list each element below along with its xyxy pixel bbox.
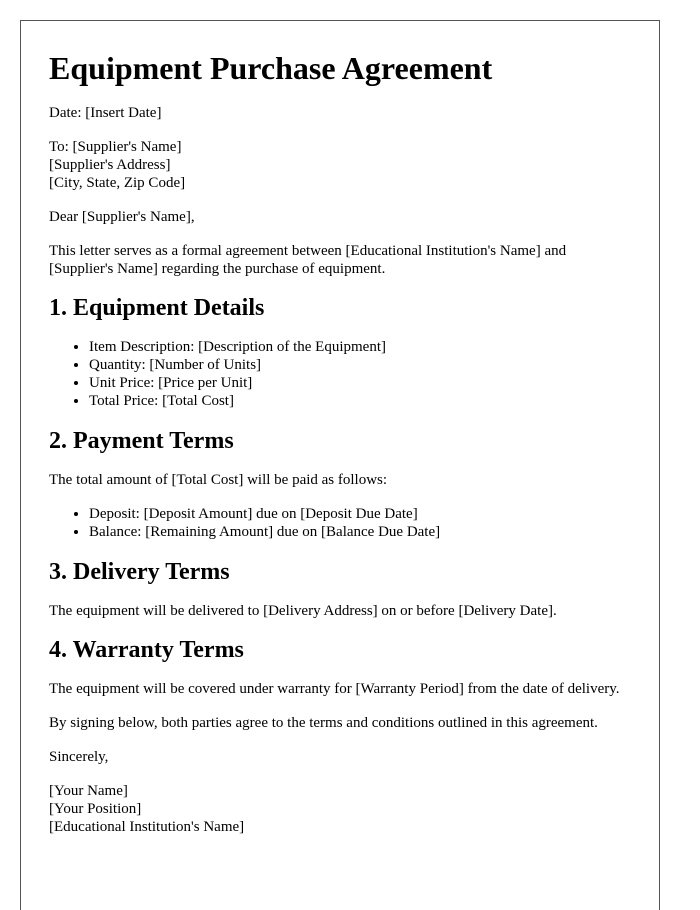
- document-title: Equipment Purchase Agreement: [49, 50, 493, 86]
- list-item: • Deposit: [Deposit Amount] due on [Deposit Due Date]: [89, 505, 631, 523]
- closing: Sincerely,: [49, 749, 109, 765]
- signature-block: [49, 782, 631, 836]
- section-heading-delivery: 3. Delivery Terms: [49, 559, 230, 585]
- salutation: Dear [Supplier's Name],: [49, 209, 195, 225]
- agreement-paragraph: By signing below, both parties agree to the terms and conditions outlined in this agreement.: [49, 715, 598, 731]
- delivery-paragraph: The equipment will be delivered to [Delivery Address] on or before [Delivery Date].: [49, 603, 557, 619]
- recipient-address: [Supplier's Address]: [49, 157, 171, 173]
- signature-name: [Your Name]: [49, 783, 128, 799]
- recipient-city: [City, State, Zip Code]: [49, 175, 186, 191]
- payment-list: [49, 505, 631, 541]
- intro-paragraph: This letter serves as a formal agreement between [Educational Institution's Name] and [Supplier's Name] regarding the purchase of equipment.: [49, 243, 567, 277]
- section-heading-warranty: 4. Warranty Terms: [49, 637, 244, 663]
- list-item: • Item Description: [Description of the Equipment]: [89, 338, 631, 356]
- list-item: • Quantity: [Number of Units]: [89, 356, 631, 374]
- equipment-list: [49, 338, 631, 410]
- list-item: • Total Price: [Total Cost]: [89, 392, 631, 410]
- payment-paragraph: The total amount of [Total Cost] will be paid as follows:: [49, 472, 388, 488]
- list-item: • Balance: [Remaining Amount] due on [Balance Due Date]: [89, 523, 631, 541]
- recipient-block: [49, 138, 631, 192]
- signature-institution: [Educational Institution's Name]: [49, 819, 245, 835]
- warranty-paragraph: The equipment will be covered under warranty for [Warranty Period] from the date of delivery.: [49, 681, 620, 697]
- signature-position: [Your Position]: [49, 801, 142, 817]
- section-heading-equipment: 1. Equipment Details: [49, 295, 265, 321]
- recipient-to: To: [Supplier's Name]: [49, 139, 182, 155]
- list-item: • Unit Price: [Price per Unit]: [89, 374, 631, 392]
- letter-page: [20, 20, 660, 910]
- section-heading-payment: 2. Payment Terms: [49, 428, 234, 454]
- date-line: Date: [Insert Date]: [49, 105, 162, 121]
